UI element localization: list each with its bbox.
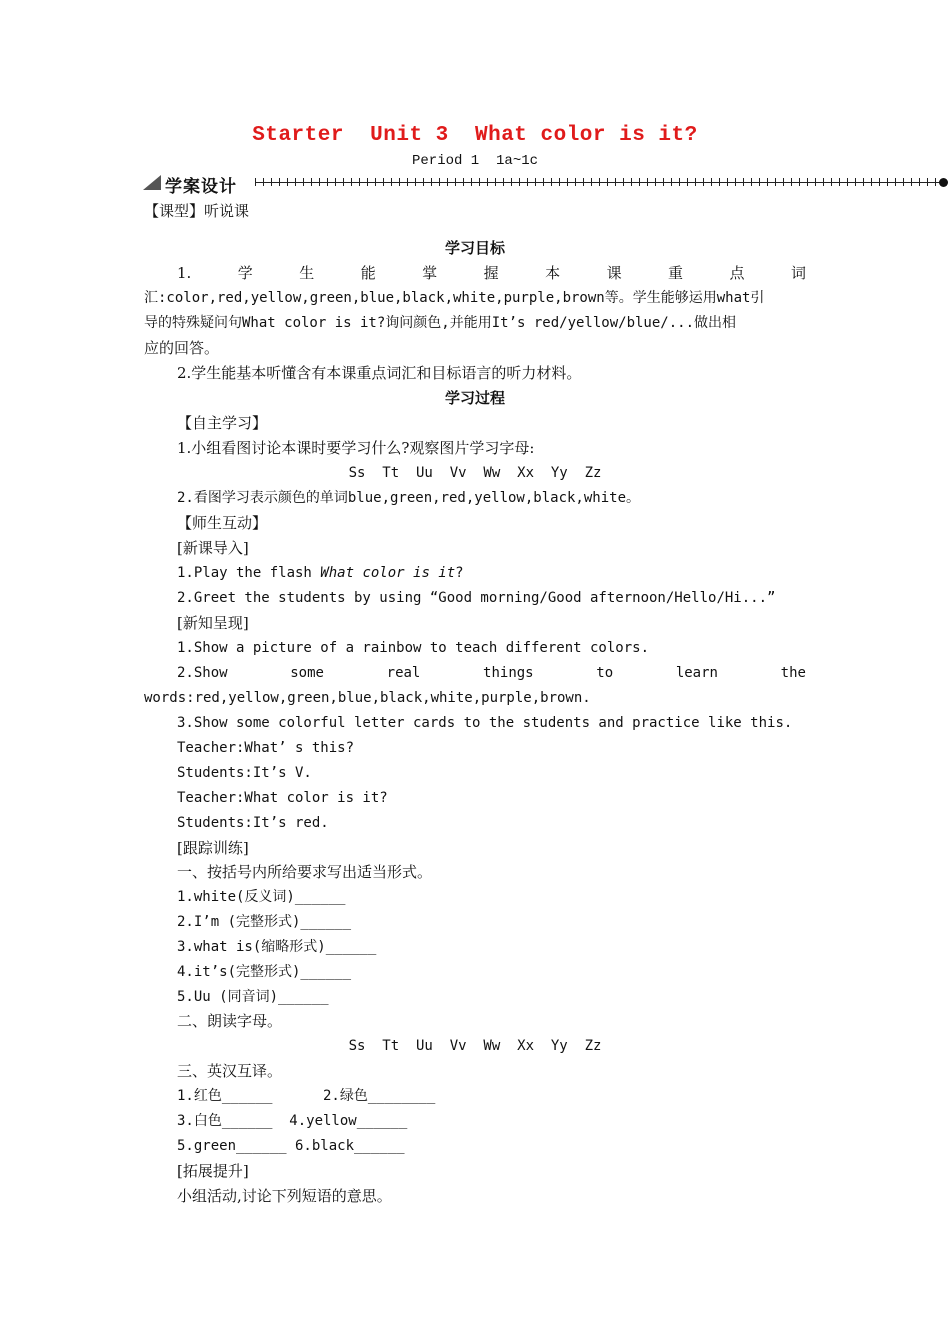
exercise-1-item: 3.what is(缩略形式)______	[177, 939, 377, 955]
self-study-2: 2.看图学习表示颜色的单词blue,green,red,yellow,black,white。	[177, 490, 641, 506]
goal1-token: 重	[668, 264, 684, 282]
intro-1-end: ?	[455, 565, 464, 581]
letters-row-2: Ss Tt Uu Vv Ww Xx Yy Zz	[348, 1038, 602, 1054]
goal1-line2: 汇:color,red,yellow,green,blue,black,white,purple,brown等。学生能够运用what引	[144, 290, 765, 306]
banner-label: 学案设计	[165, 177, 237, 197]
extend-text: 小组活动,讨论下列短语的意思。	[177, 1187, 392, 1205]
page-title: Starter Unit 3 What color is it?	[252, 124, 698, 147]
exercise-3-title: 三、英汉互译。	[177, 1062, 283, 1080]
intro-2: 2.Greet the students by using “Good morning/Good afternoon/Hello/Hi...”	[177, 590, 776, 606]
goal1-token: 握	[483, 264, 499, 282]
process-heading: 学习过程	[444, 389, 505, 407]
present-2-token: the	[780, 665, 806, 681]
present-2-line1	[177, 663, 806, 683]
exercise-1-item: 4.it’s(完整形式)______	[177, 964, 352, 980]
present-1: 1.Show a picture of a rainbow to teach different colors.	[177, 640, 650, 656]
goal1-token: 学	[237, 264, 253, 282]
goal1-token: 点	[729, 264, 745, 282]
goal1-token: 生	[299, 264, 315, 282]
goal1-line1	[177, 263, 806, 283]
dialog-line: Students:It’s V.	[177, 765, 312, 781]
extend-heading: [拓展提升]	[177, 1162, 249, 1180]
exercise-1-item: 5.Uu (同音词)______	[177, 989, 329, 1005]
intro-heading: [新课导入]	[177, 539, 249, 557]
self-study-heading: 【自主学习】	[177, 414, 268, 432]
goal1-token: 1.	[177, 264, 192, 282]
exercise-1-item: 1.white(反义词)______	[177, 889, 346, 905]
interaction-heading: 【师生互动】	[177, 514, 268, 532]
goal1-token: 本	[545, 264, 561, 282]
practice-heading: [跟踪训练]	[177, 839, 249, 857]
banner-dot-icon	[939, 178, 948, 187]
goal1-token: 课	[606, 264, 622, 282]
lesson-type: 【课型】听说课	[144, 202, 250, 220]
present-2-token: to	[596, 665, 614, 681]
self-study-1: 1.小组看图讨论本课时要学习什么?观察图片学习字母:	[177, 439, 535, 457]
exercise-1-item: 2.I’m (完整形式)______	[177, 914, 352, 930]
goal1-token: 掌	[422, 264, 438, 282]
letters-row-1: Ss Tt Uu Vv Ww Xx Yy Zz	[348, 465, 602, 481]
dialog-line: Teacher:What’ s this?	[177, 740, 355, 756]
intro-1	[177, 563, 464, 583]
period-subtitle: Period 1 1a~1c	[412, 153, 539, 169]
banner-rule	[255, 182, 943, 183]
present-heading: [新知呈现]	[177, 614, 249, 632]
goal1-line3: 导的特殊疑问句What color is it?询问颜色,并能用It’s red/yellow/blue/...做出相	[144, 315, 737, 331]
present-2-token: things	[483, 665, 534, 681]
dialog-line: Teacher:What color is it?	[177, 790, 388, 806]
present-3: 3.Show some colorful letter cards to the students and practice like this.	[177, 715, 793, 731]
intro-1-text: 1.Play the flash	[177, 565, 321, 581]
present-2-token: real	[386, 665, 421, 681]
present-2-line2: words:red,yellow,green,blue,black,white,purple,brown.	[144, 690, 591, 706]
exercise-2-title: 二、朗读字母。	[177, 1012, 283, 1030]
exercise-3-row: 5.green______ 6.black______	[177, 1138, 405, 1154]
present-2-token: 2.Show	[177, 665, 228, 681]
section-banner	[143, 172, 950, 197]
dialog-line: Students:It’s red.	[177, 815, 329, 831]
goal2: 2.学生能基本听懂含有本课重点词汇和目标语言的听力材料。	[177, 364, 582, 382]
goal1-token: 词	[790, 264, 806, 282]
goal1-token: 能	[360, 264, 376, 282]
present-2-token: some	[290, 665, 324, 681]
exercise-3-row: 1.红色______ 2.绿色________	[177, 1088, 436, 1104]
intro-1-italic: What color is it	[320, 565, 456, 581]
exercise-1-title: 一、按括号内所给要求写出适当形式。	[177, 863, 433, 881]
present-2-token: learn	[675, 665, 718, 681]
goals-heading: 学习目标	[444, 239, 505, 257]
goal1-line4: 应的回答。	[144, 339, 220, 357]
exercise-3-row: 3.白色______ 4.yellow______	[177, 1113, 408, 1129]
banner-triangle-icon	[143, 175, 161, 190]
